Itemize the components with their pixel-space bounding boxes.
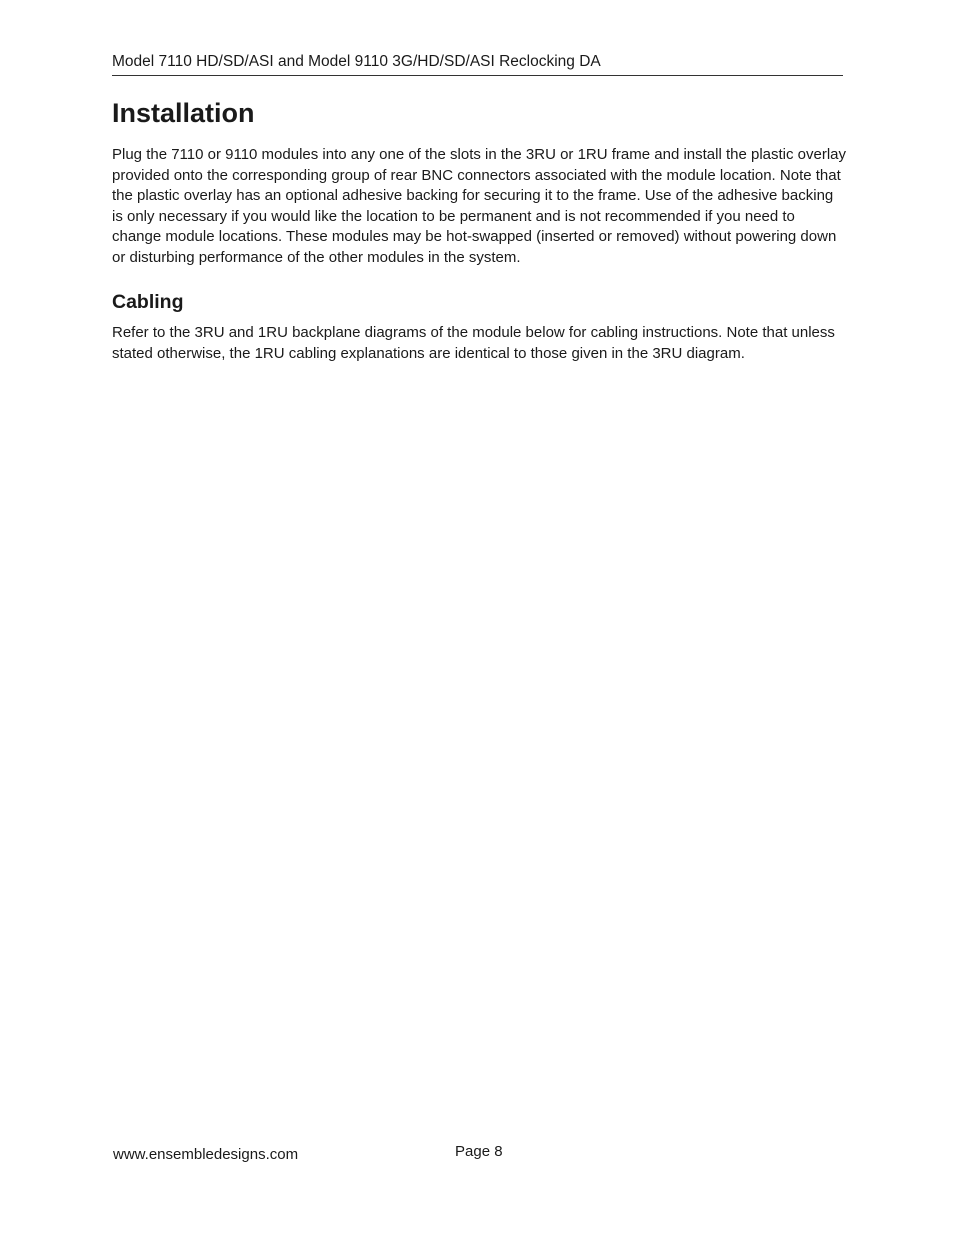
- installation-paragraph: Plug the 7110 or 9110 modules into any one of the slots in the 3RU or 1RU frame and install the plastic overlay provided onto the corresponding group of rear BNC connectors associated with the module location. Note that the plastic overlay has an optional adhesive backing for securing it to the frame. Use of the adhesive backing is only necessary if you would like the location to be permanent and is not recommended if you need to change module locations. These modules may be hot-swapped (inserted or removed) without powering down or disturbing performance of the other modules in the system.: [112, 146, 847, 266]
- subsection-title-cabling: Cabling: [112, 291, 184, 313]
- section-title-installation: Installation: [112, 98, 255, 128]
- running-header: Model 7110 HD/SD/ASI and Model 9110 3G/HD/SD/ASI Reclocking DA: [112, 52, 843, 76]
- cabling-paragraph: Refer to the 3RU and 1RU backplane diagrams of the module below for cabling instructions. Note that unless stated otherwise, the 1RU cabling explanations are identical to those given in the 3RU diagram.: [112, 324, 835, 362]
- footer-website-link[interactable]: www.ensembledesigns.com: [113, 1146, 299, 1163]
- footer-page-number: Page 8: [455, 1143, 503, 1160]
